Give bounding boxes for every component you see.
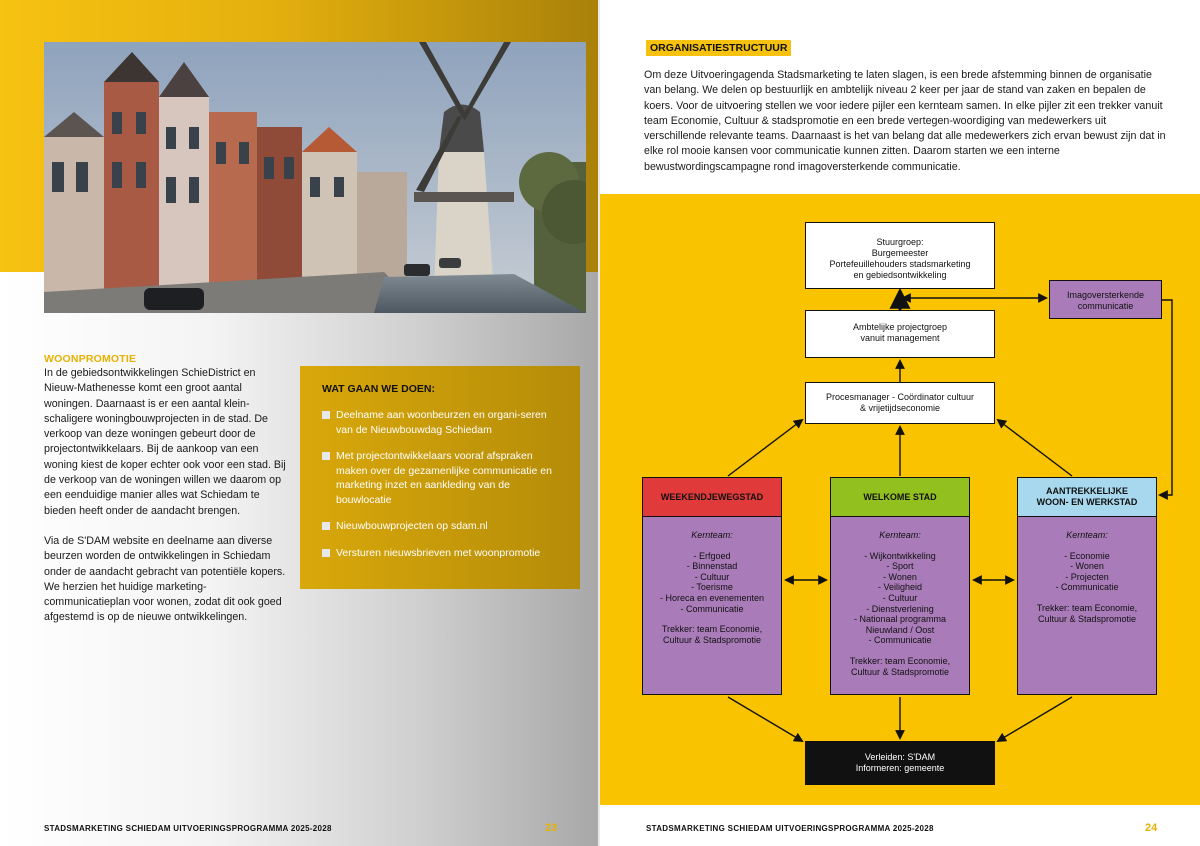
pillar-welkome-stad: [830, 477, 970, 695]
section-title-woonpromotie: WOONPROMOTIE: [44, 353, 137, 365]
paragraph: In de gebiedsontwikkelingen SchieDistrict en Nieuw-Mathenesse komt een groot aantal woningen. Daarnaast is er een aantal klein-schaligere woningbouwprojecten in de stad. De verkoop van deze woningen gebeurt door de projectontwikkelaars. Bij de aankoop van een woning kiest de koper echter ook voor een stad. Bij de verkoop van de woningen willen we daarom op een eenduidige manier alles wat Schiedam te bieden heeft onder de aandacht brengen.: [44, 367, 286, 517]
pillar-aantrekkelijke-woon-en-werkstad: [1017, 477, 1157, 695]
square-bullet-icon: [322, 549, 330, 557]
verleiden-box: Verleiden: S'DAM Informeren: gemeente: [805, 741, 995, 785]
organisatiestructuur-body: Om deze Uitvoeringagenda Stadsmarketing te laten slagen, is een brede afstemming binnen de organisatie van belang. We delen op bestuurlijk en ambtelijk niveau 2 keer per jaar de stand van zaken en bepalen de koers. Voor de uitvoering stellen we voor iedere pijler een kernteam samen. In elke pijler zit een trekker vanuit team Economie, Cultuur & stadspromotie en een brede vertegen-woordiging van medewerkers uit verschillende relevante teams. Daarnaast is het van belang dat alle medewerkers zich ervan bewust zijn dat in elke rol mooie kansen voor communicatie kunnen zitten. Daarom starten we een interne bewustwordingscampagne rond imagoversterkende communicatie.: [644, 69, 1166, 173]
pillar-weekendjewegstad: [642, 477, 782, 695]
footer-right: STADSMARKETING SCHIEDAM UITVOERINGSPROGRAMMA 2025-2028: [646, 824, 934, 833]
list-item: Versturen nieuwsbrieven met woonpromotie: [322, 546, 558, 561]
procesmanager-box: Procesmanager - Coördinator cultuur & vrijetijdseconomie: [805, 382, 995, 424]
page-number-left: 23: [545, 822, 558, 834]
square-bullet-icon: [322, 452, 330, 460]
list-item: Deelname aan woonbeurzen en organi-seren van de Nieuwbouwdag Schiedam: [322, 408, 558, 437]
pillar-header: WELKOME STAD: [831, 478, 969, 517]
box-title: WAT GAAN WE DOEN:: [322, 383, 435, 395]
action-list: [322, 408, 558, 560]
pillar-body: Kernteam: - Economie - Wonen - Projecten - Communicatie Trekker: team Economie, Cultuur & Stadspromotie: [1036, 530, 1138, 624]
footer-left: STADSMARKETING SCHIEDAM UITVOERINGSPROGRAMMA 2025-2028: [44, 824, 332, 833]
list-item: Nieuwbouwprojecten op sdam.nl: [322, 519, 558, 534]
wat-gaan-we-doen-box: [300, 366, 580, 589]
pillar-header: AANTREKKELIJKE WOON- EN WERKSTAD: [1018, 478, 1156, 517]
pillar-body: Kernteam: - Erfgoed - Binnenstad - Cultuur - Toerisme - Horeca en evenementen - Communicatie Trekker: team Economie, Cultuur & Stadspromotie: [659, 530, 765, 645]
pillar-header: WEEKENDJEWEGSTAD: [643, 478, 781, 517]
left-page: [0, 0, 598, 846]
section-title-organisatiestructuur: ORGANISATIESTRUCTUUR: [646, 40, 791, 56]
list-item: Met projectontwikkelaars vooraf afspraken maken over de gezamenlijke communicatie en marketing inzet en aankleding van de bouwlocatie: [322, 449, 558, 507]
square-bullet-icon: [322, 411, 330, 419]
paragraph: Via de S'DAM website en deelname aan diverse beurzen worden de ontwikkelingen in Schiedam onder de aandacht gebracht van potentiële kopers. We herzien het huidige marketing-communicatieplan voor wonen, zodat dit ook goed afgestemd is op de nieuwe ontwikkelingen.: [44, 534, 286, 624]
page-number-right: 24: [1145, 822, 1158, 834]
imagoversterkende-communicatie-box: Imagoversterkende communicatie: [1049, 280, 1162, 319]
right-page: [600, 0, 1200, 846]
ambtelijke-projectgroep-box: Ambtelijke projectgroep vanuit management: [805, 310, 995, 358]
woonpromotie-body: [44, 366, 290, 641]
square-bullet-icon: [322, 522, 330, 530]
pillar-body: Kernteam: - Wijkontwikkeling - Sport - Wonen - Veiligheid - Cultuur - Dienstverlening - Nationaal programma Nieuwland / Oost - Communicatie Trekker: team Economie, Cultuur & Stadspromotie: [849, 530, 951, 677]
canal-windmill-photo: [44, 42, 586, 313]
stuurgroep-box: Stuurgroep: Burgemeester Portefeuillehouders stadsmarketing en gebiedsontwikkeling: [805, 222, 995, 289]
